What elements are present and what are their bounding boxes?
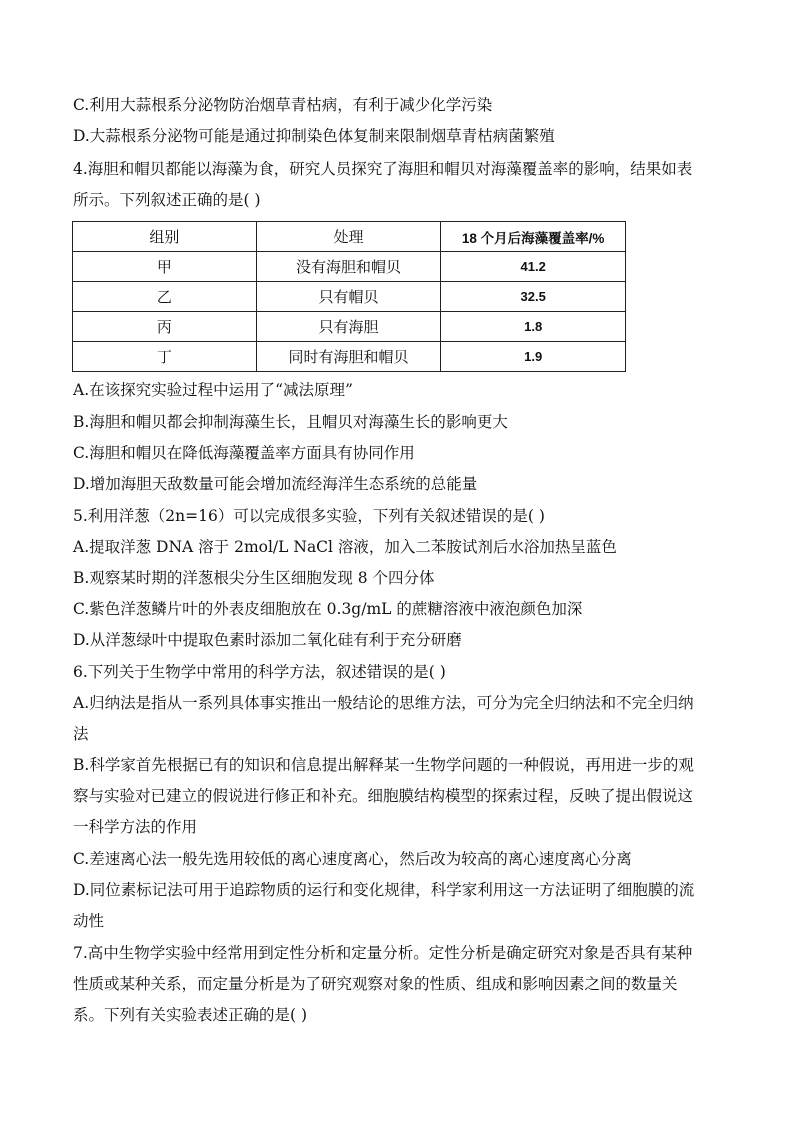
option-5b: B.观察某时期的洋葱根尖分生区细胞发现 8 个四分体	[73, 569, 435, 587]
option-4a: A.在该探究实验过程中运用了“减法原理”	[73, 381, 353, 399]
cell-treatment: 同时有海胆和帽贝	[256, 342, 441, 372]
cell-coverage: 1.8	[441, 312, 626, 342]
table-row	[73, 252, 626, 282]
option-6b-line-1: B.科学家首先根据已有的知识和信息提出解释某一生物学问题的一种假说，再用进一步的观	[73, 756, 694, 774]
option-6b-line-2: 察与实验对已建立的假说进行修正和补充。细胞膜结构模型的探索过程，反映了提出假说这	[73, 787, 694, 805]
header-treatment: 处理	[256, 222, 441, 252]
cell-group: 丁	[73, 342, 257, 372]
option-6a-line-2: 法	[73, 725, 89, 743]
cell-group: 丙	[73, 312, 257, 342]
question-7-stem-line-3: 系。下列有关实验表述正确的是( )	[73, 1006, 308, 1024]
question-7-stem-line-2: 性质或某种关系，而定量分析是为了研究观察对象的性质、组成和影响因素之间的数量关	[73, 975, 678, 993]
question-6-stem: 6.下列关于生物学中常用的科学方法，叙述错误的是( )	[73, 663, 446, 681]
question-4-stem-line-2: 所示。下列叙述正确的是( )	[73, 191, 261, 209]
option-3d: D.大蒜根系分泌物可能是通过抑制染色体复制来限制烟草青枯病菌繁殖	[73, 127, 555, 145]
option-4b: B.海胆和帽贝都会抑制海藻生长，且帽贝对海藻生长的影响更大	[73, 413, 508, 431]
cell-group: 甲	[73, 252, 257, 282]
option-6d-line-1: D.同位素标记法可用于追踪物质的运行和变化规律，科学家利用这一方法证明了细胞膜的流	[73, 881, 695, 899]
option-3c: C.利用大蒜根系分泌物防治烟草青枯病，有利于减少化学污染	[73, 96, 493, 114]
cell-coverage: 32.5	[441, 282, 626, 312]
cell-treatment: 只有海胆	[256, 312, 441, 342]
cell-group: 乙	[73, 282, 257, 312]
question-4-stem-line-1: 4.海胆和帽贝都能以海藻为食，研究人员探究了海胆和帽贝对海藻覆盖率的影响，结果如表	[73, 160, 693, 178]
option-4d: D.增加海胆天敌数量可能会增加流经海洋生态系统的总能量	[73, 475, 478, 493]
option-5c: C.紫色洋葱鳞片叶的外表皮细胞放在 0.3g/mL 的蔗糖溶液中液泡颜色加深	[73, 600, 583, 618]
table-row	[73, 282, 626, 312]
question-5-stem: 5.利用洋葱（2n=16）可以完成很多实验，下列有关叙述错误的是( )	[73, 507, 545, 525]
header-group: 组别	[73, 222, 257, 252]
cell-coverage: 1.9	[441, 342, 626, 372]
option-4c: C.海胆和帽贝在降低海藻覆盖率方面具有协同作用	[73, 444, 415, 462]
table-header-row	[73, 222, 626, 252]
header-coverage: 18 个月后海藻覆盖率/%	[441, 222, 626, 252]
option-5a: A.提取洋葱 DNA 溶于 2mol/L NaCl 溶液，加入二苯胺试剂后水浴加热呈蓝色	[73, 538, 617, 556]
cell-treatment: 只有帽贝	[256, 282, 441, 312]
cell-coverage: 41.2	[441, 252, 626, 282]
option-6b-line-3: 一科学方法的作用	[73, 818, 198, 836]
option-6d-line-2: 动性	[73, 912, 105, 930]
cell-treatment: 没有海胆和帽贝	[256, 252, 441, 282]
results-table	[72, 221, 626, 372]
question-7-stem-line-1: 7.高中生物学实验中经常用到定性分析和定量分析。定性分析是确定研究对象是否具有某种	[73, 944, 693, 962]
option-6c: C.差速离心法一般先选用较低的离心速度离心，然后改为较高的离心速度离心分离	[73, 850, 632, 868]
table-row	[73, 312, 626, 342]
option-5d: D.从洋葱绿叶中提取色素时添加二氧化硅有利于充分研磨	[73, 631, 462, 649]
option-6a-line-1: A.归纳法是指从一系列具体事实推出一般结论的思维方法，可分为完全归纳法和不完全归纳	[73, 694, 694, 712]
table-row	[73, 342, 626, 372]
